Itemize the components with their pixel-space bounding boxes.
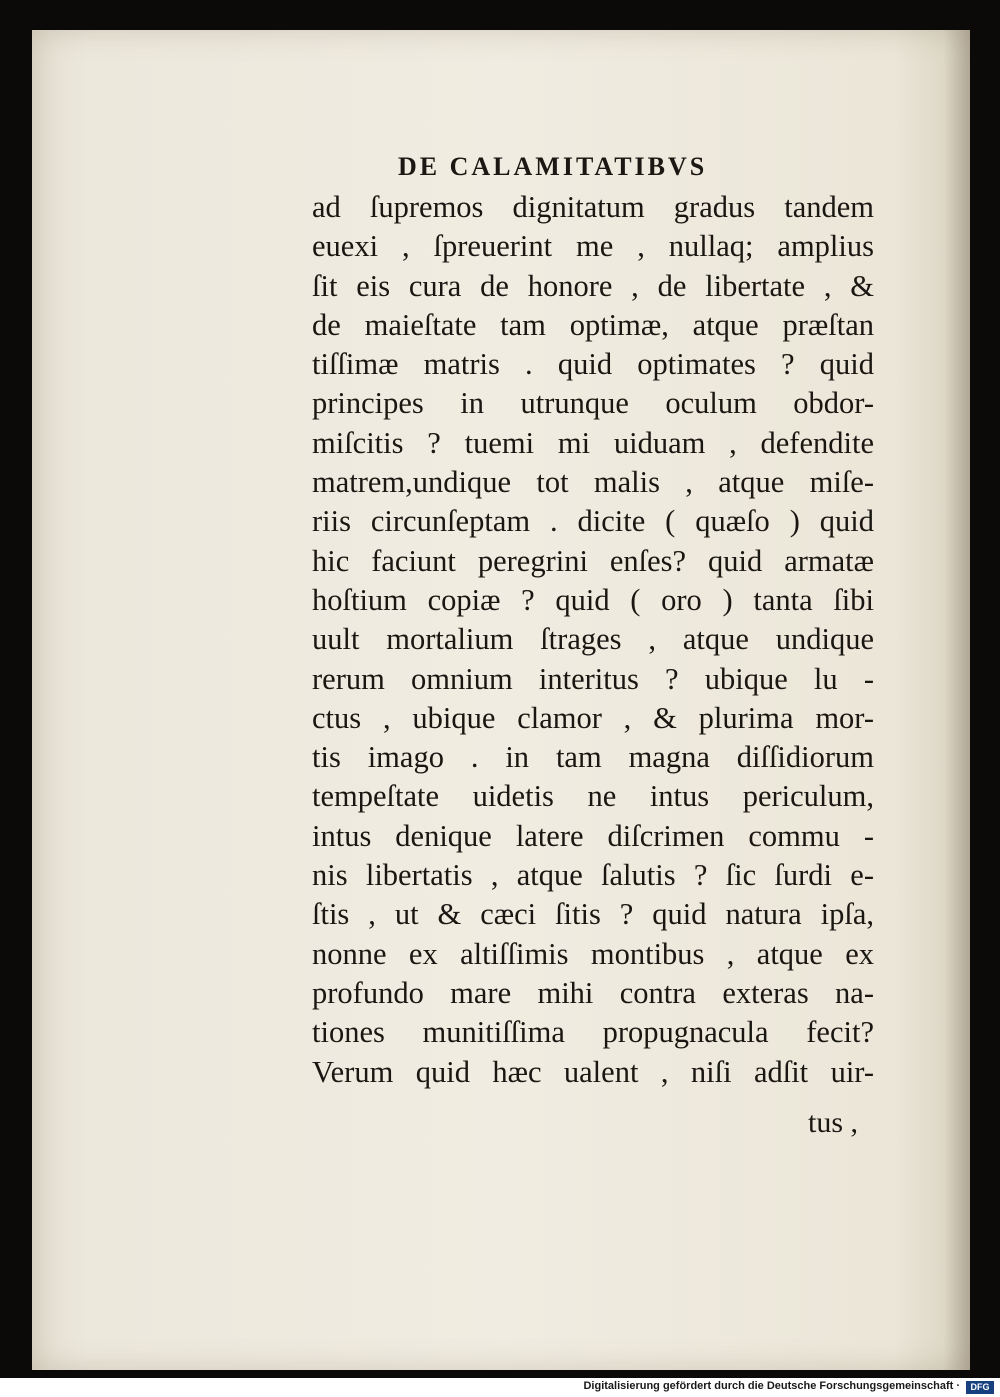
page-edge-shadow (944, 30, 970, 1370)
text-line: rerum omnium interitus ? ubique lu - (312, 661, 874, 696)
text-line: nonne ex altiſſimis montibus , atque ex (312, 936, 874, 971)
text-line: euexi , ſpreuerint me , nullaq; amplius (312, 229, 874, 264)
running-head: DE CALAMITATIBVS (398, 152, 708, 181)
text-line: matrem,undique tot malis , atque miſe- (312, 465, 874, 500)
text-line: principes in utrunque oculum obdor- (312, 386, 874, 421)
dfg-logo-icon: DFG (966, 1381, 994, 1394)
text-line: tiones munitiſſima propugnacula fecit? (312, 1015, 874, 1050)
text-line: Verum quid hæc ualent , niſi adſit uir- (312, 1054, 874, 1089)
catchword: tus , (808, 1106, 859, 1139)
text-line: de maieſtate tam optimæ, atque præſtan (312, 307, 874, 342)
text-line: nis libertatis , atque ſalutis ? ſic ſurdi e- (312, 858, 874, 893)
text-line: ſit eis cura de honore , de libertate , & (312, 268, 874, 303)
text-line: hic faciunt peregrini enſes? quid armatæ (312, 543, 874, 578)
text-line: tempeſtate uidetis ne intus periculum, (312, 779, 874, 814)
text-line: profundo mare mihi contra exteras na- (312, 975, 874, 1010)
text-line: tiſſimæ matris . quid optimates ? quid (312, 347, 874, 382)
text-line: ctus , ubique clamor , & plurima mor- (312, 700, 874, 735)
text-line: ſtis , ut & cæci ſitis ? quid natura ipſa, (312, 897, 874, 932)
text-line: intus denique latere diſcrimen commu - (312, 818, 874, 853)
text-line: uult mortalium ſtrages , atque undique (312, 622, 874, 657)
text-line: riis circunſeptam . dicite ( quæſo ) quid (312, 504, 874, 539)
body-text (312, 188, 874, 1092)
text-line: miſcitis ? tuemi mi uiduam , defendite (312, 425, 874, 460)
text-line: tis imago . in tam magna diſſidiorum (312, 740, 874, 775)
text-line: hoſtium copiæ ? quid ( oro ) tanta ſibi (312, 582, 874, 617)
text-line: ad ſupremos dignitatum gradus tandem (312, 190, 874, 224)
funding-notice: Digitalisierung gefördert durch die Deutsche Forschungsgemeinschaft · (583, 1380, 960, 1392)
digitization-footer (0, 1378, 1000, 1397)
